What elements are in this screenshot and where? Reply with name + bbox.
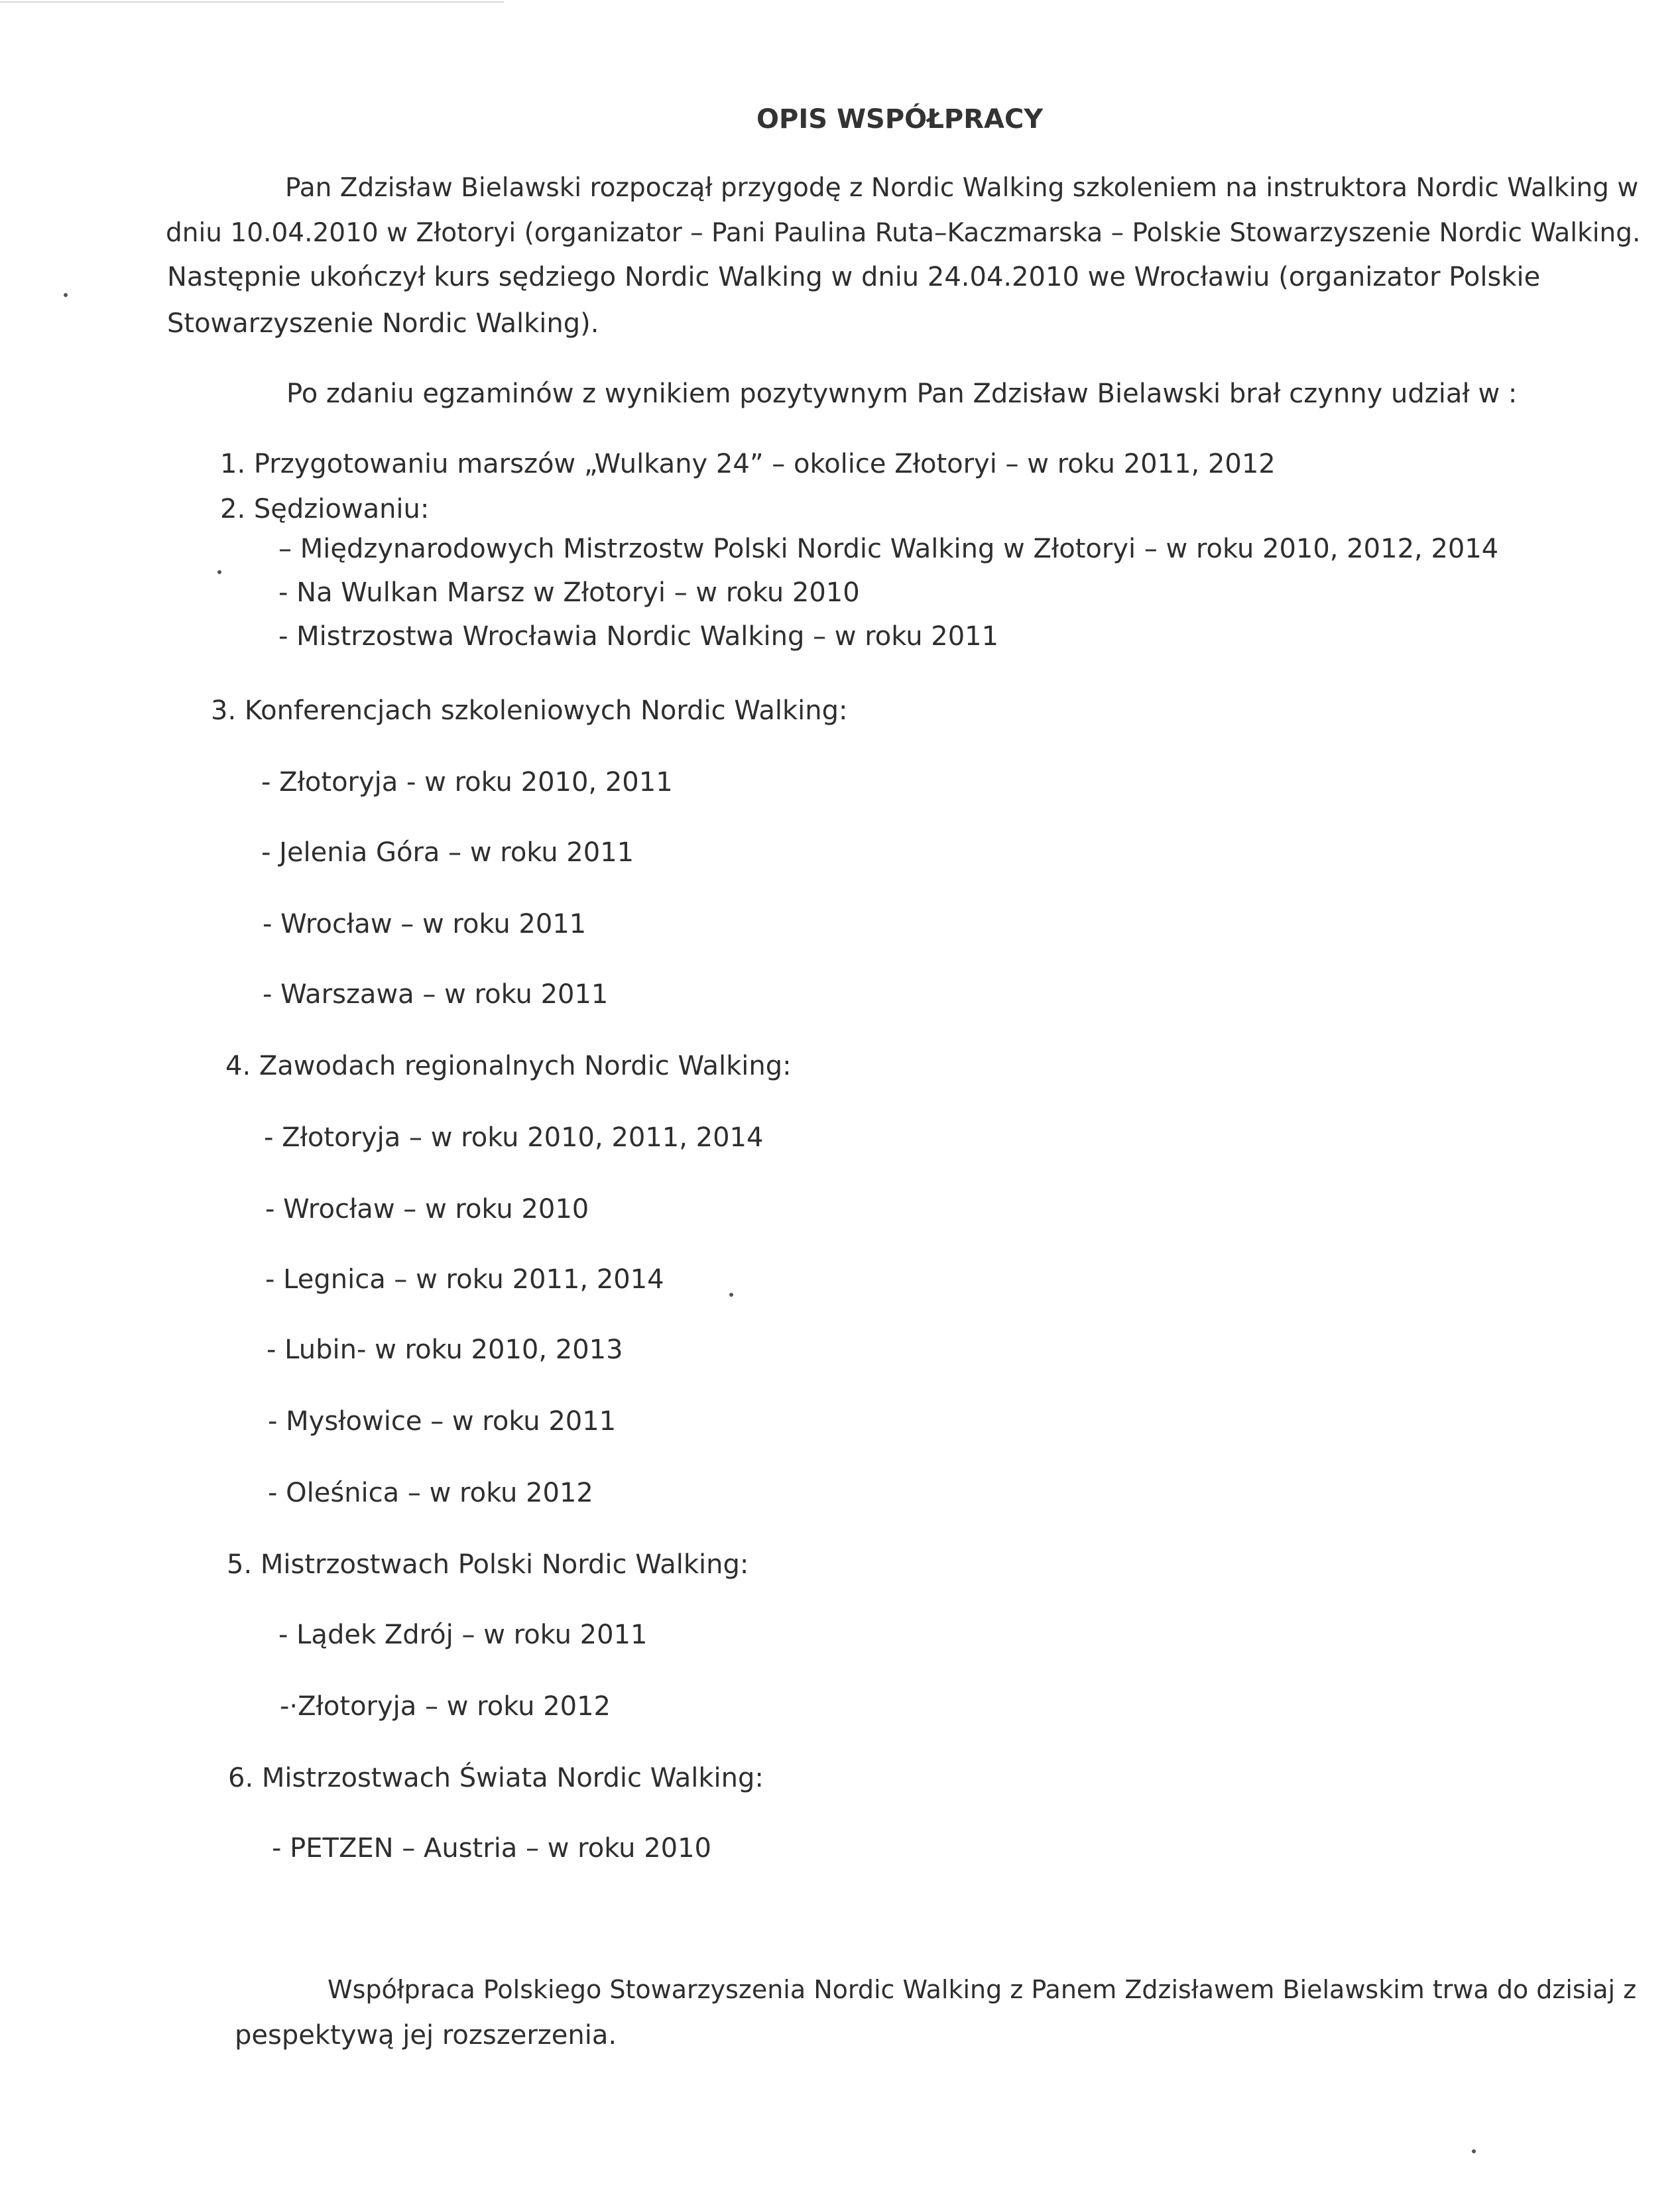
section-4-item-5: - Mysłowice – w roku 2011 bbox=[268, 1406, 617, 1437]
intro-line-4: Stowarzyszenie Nordic Walking). bbox=[167, 308, 599, 339]
section-4-item-3: - Legnica – w roku 2011, 2014 bbox=[265, 1264, 664, 1295]
section-1-heading: 1. Przygotowaniu marszów „Wulkany 24” – okolice Złotoryi – w roku 2011, 2012 bbox=[220, 449, 1276, 479]
section-4-heading: 4. Zawodach regionalnych Nordic Walking: bbox=[225, 1051, 792, 1081]
section-3-item-4: - Warszawa – w roku 2011 bbox=[263, 979, 609, 1010]
scan-speck bbox=[1472, 2149, 1476, 2153]
section-3-item-2: - Jelenia Góra – w roku 2011 bbox=[261, 837, 634, 868]
section-2-item-2: - Na Wulkan Marsz w Złotoryi – w roku 2010 bbox=[278, 577, 860, 608]
document-title: OPIS WSPÓŁPRACY bbox=[756, 104, 1044, 135]
section-6-heading: 6. Mistrzostwach Świata Nordic Walking: bbox=[228, 1763, 764, 1793]
section-4-item-6: - Oleśnica – w roku 2012 bbox=[268, 1478, 593, 1508]
scan-edge-line bbox=[0, 1, 504, 3]
section-5-item-1: - Lądek Zdrój – w roku 2011 bbox=[278, 1620, 648, 1650]
section-2-item-3: - Mistrzostwa Wrocławia Nordic Walking – w roku 2011 bbox=[278, 621, 999, 652]
scan-speck bbox=[64, 293, 68, 297]
section-4-item-2: - Wrocław – w roku 2010 bbox=[265, 1194, 589, 1224]
section-3-item-1: - Złotoryja - w roku 2010, 2011 bbox=[261, 767, 673, 798]
closing-line-2: pespektywą jej rozszerzenia. bbox=[235, 2020, 617, 2051]
section-3-heading: 3. Konferencjach szkoleniowych Nordic Walking: bbox=[211, 695, 848, 726]
scan-speck bbox=[217, 570, 221, 574]
section-2-item-1: – Międzynarodowych Mistrzostw Polski Nordic Walking w Złotoryi – w roku 2010, 2012, 2014 bbox=[278, 534, 1499, 564]
lead-paragraph: Po zdaniu egzaminów z wynikiem pozytywnym Pan Zdzisław Bielawski brał czynny udział w : bbox=[286, 379, 1518, 409]
intro-line-2: dniu 10.04.2010 w Złotoryi (organizator – Pani Paulina Ruta–Kaczmarska – Polskie Stowarzyszenie Nordic Walking. bbox=[166, 218, 1641, 248]
section-6-item-1: - PETZEN – Austria – w roku 2010 bbox=[272, 1833, 712, 1864]
section-5-heading: 5. Mistrzostwach Polski Nordic Walking: bbox=[227, 1549, 749, 1580]
section-2-heading: 2. Sędziowaniu: bbox=[220, 494, 430, 524]
scan-speck bbox=[729, 1293, 733, 1297]
section-4-item-1: - Złotoryja – w roku 2010, 2011, 2014 bbox=[264, 1122, 764, 1153]
section-5-item-2: -·Złotoryja – w roku 2012 bbox=[280, 1691, 611, 1722]
section-4-item-4: - Lubin- w roku 2010, 2013 bbox=[267, 1335, 623, 1365]
intro-line-1: Pan Zdzisław Bielawski rozpoczął przygodę z Nordic Walking szkoleniem na instruktora Nordic Walking w bbox=[285, 173, 1639, 203]
closing-line-1: Współpraca Polskiego Stowarzyszenia Nordic Walking z Panem Zdzisławem Bielawskim trwa do dzisiaj z bbox=[328, 1975, 1637, 2004]
intro-line-3: Następnie ukończył kurs sędziego Nordic Walking w dniu 24.04.2010 we Wrocławiu (organizator Polskie bbox=[167, 262, 1541, 292]
section-3-item-3: - Wrocław – w roku 2011 bbox=[263, 909, 587, 939]
